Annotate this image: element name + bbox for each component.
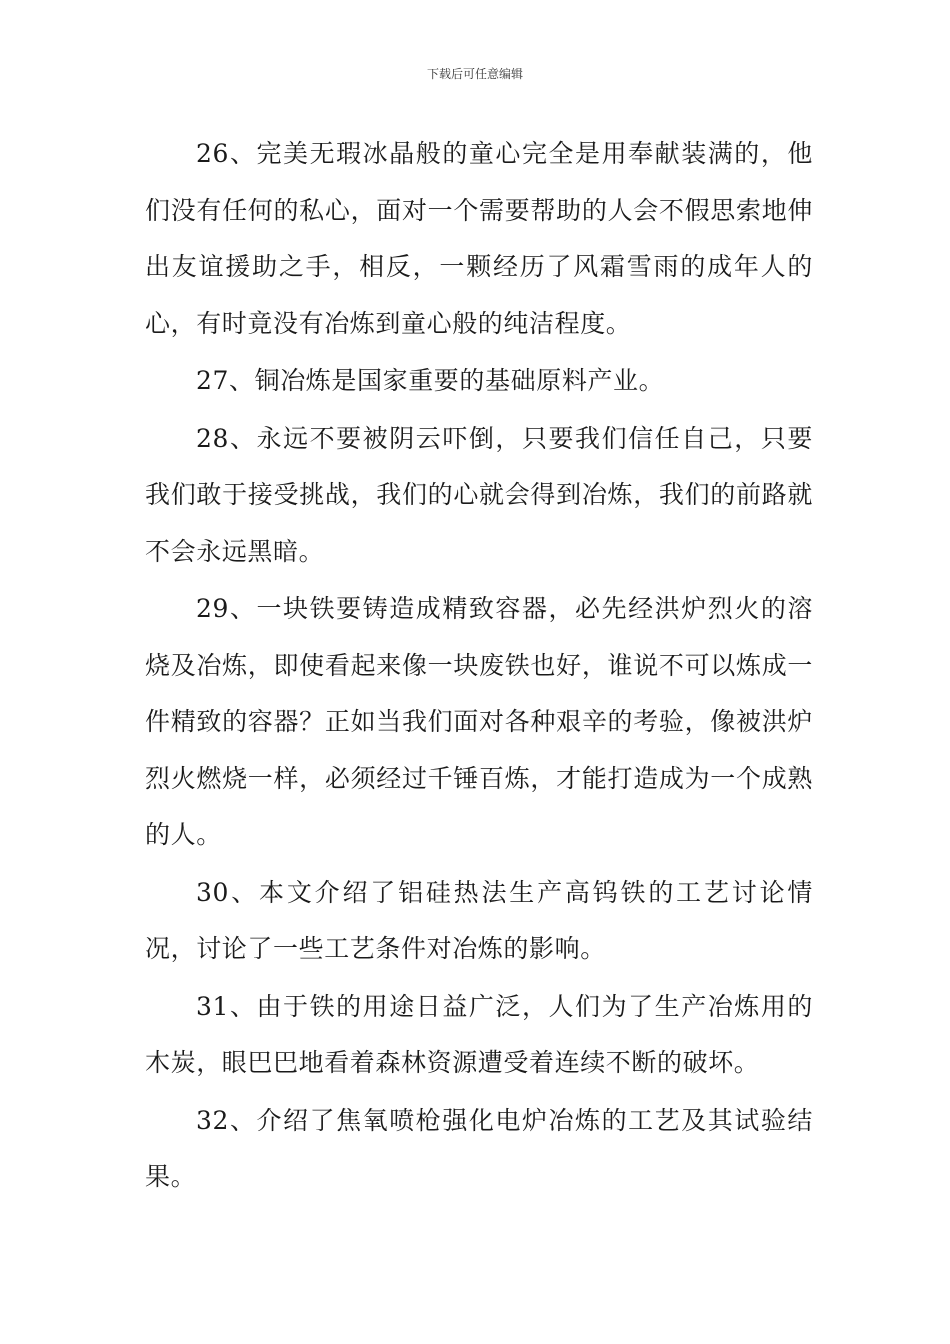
document-body: [145, 126, 813, 1207]
paragraph-31: 31、由于铁的用途日益广泛，人们为了生产冶炼用的木炭，眼巴巴地看着森林资源遭受着连续不断的破坏。: [145, 991, 813, 1077]
paragraph-29: 29、一块铁要铸造成精致容器，必先经洪炉烈火的溶烧及冶炼，即使看起来像一块废铁也好，谁说不可以炼成一件精致的容器？正如当我们面对各种艰辛的考验，像被洪炉烈火燃烧一样，必须经过千锤百炼，才能打造成为一个成熟的人。: [145, 594, 813, 849]
paragraph-28: 28、永远不要被阴云吓倒，只要我们信任自己，只要我们敢于接受挑战，我们的心就会得到冶炼，我们的前路就不会永远黑暗。: [145, 423, 813, 566]
paragraph-32: 32、介绍了焦氧喷枪强化电炉冶炼的工艺及其试验结果。: [145, 1105, 813, 1191]
paragraph-27: 27、铜冶炼是国家重要的基础原料产业。: [196, 366, 665, 395]
paragraph-26: 26、完美无瑕冰晶般的童心完全是用奉献装满的，他们没有任何的私心，面对一个需要帮助的人会不假思索地伸出友谊援助之手，相反，一颗经历了风霜雪雨的成年人的心，有时竟没有冶炼到童心般的纯洁程度。: [145, 139, 813, 338]
paragraph-30: 30、本文介绍了铝硅热法生产高钨铁的工艺讨论情况，讨论了一些工艺条件对冶炼的影响。: [145, 877, 813, 963]
page-header-note: 下载后可任意编辑: [426, 67, 523, 81]
